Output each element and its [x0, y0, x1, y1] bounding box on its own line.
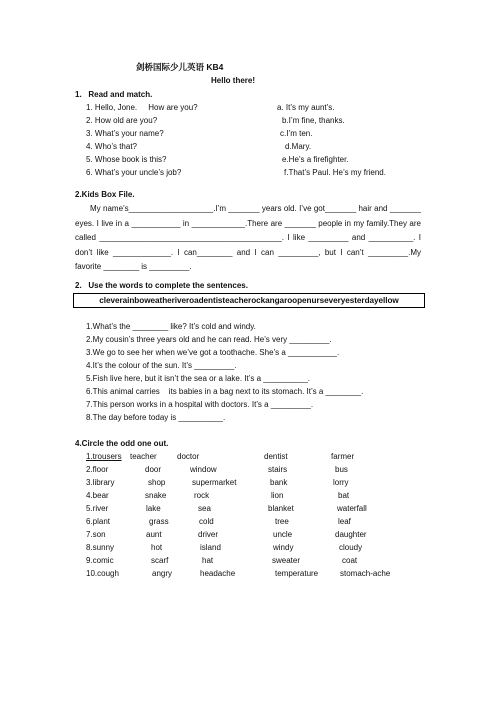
word-cell: 6.plant: [86, 517, 111, 526]
match-answer: e.He’s a firefighter.: [282, 155, 349, 164]
word-cell: shop: [148, 478, 166, 487]
section2-heading: 2.Kids Box File.: [75, 190, 135, 199]
word-cell: cloudy: [339, 543, 363, 552]
fill-sentence: 4.It’s the colour of the sun. It’s _________.: [86, 361, 237, 370]
word-cell: window: [190, 465, 217, 474]
word-cell: 1.trousers: [86, 452, 122, 461]
word-cell: angry: [152, 569, 173, 578]
word-cell: uncle: [273, 530, 293, 539]
word-cell: 4.bear: [86, 491, 109, 500]
fill-sentence: 1.What’s the ________ like? It’s cold and windy.: [86, 322, 256, 331]
word-cell: bus: [335, 465, 348, 474]
word-cell: windy: [273, 543, 294, 552]
fill-sentence: 8.The day before today is __________.: [86, 413, 226, 422]
word-cell: 3.library: [86, 478, 115, 487]
match-question: 3. What’s your name?: [86, 129, 164, 138]
word-cell: door: [145, 465, 162, 474]
word-cell: temperature: [275, 569, 319, 578]
word-cell: tree: [275, 517, 289, 526]
section4-heading: 4.Circle the odd one out.: [75, 439, 169, 448]
word-cell: stairs: [268, 465, 288, 474]
word-cell: sweater: [272, 556, 301, 565]
word-cell: lion: [271, 491, 284, 500]
word-cell: dentist: [264, 452, 288, 461]
match-answer: d.Mary.: [285, 142, 312, 151]
match-answer: a. It’s my aunt’s.: [277, 103, 335, 112]
letter-chain-box: cleverainboweatheriveroadentisteacherockangaroopenurseveryesterdayellow: [73, 293, 425, 308]
word-cell: driver: [198, 530, 219, 539]
section3-heading: 2. Use the words to complete the sentences.: [75, 281, 248, 290]
word-cell: headache: [200, 569, 236, 578]
word-cell: supermarket: [192, 478, 237, 487]
word-cell: 9.comic: [86, 556, 114, 565]
fill-sentence: 6.This animal carries its babies in a bag next to its stomach. It’s a ________.: [86, 387, 364, 396]
word-cell: bank: [270, 478, 288, 487]
word-cell: grass: [149, 517, 169, 526]
match-question: 2. How old are you?: [86, 116, 158, 125]
word-cell: farmer: [331, 452, 355, 461]
match-question: 1. Hello, Jone. How are you?: [86, 103, 198, 112]
fill-sentence: 7.This person works in a hospital with doctors. It’s a _________.: [86, 400, 314, 409]
match-answer: f.That’s Paul. He’s my friend.: [284, 168, 386, 177]
word-cell: lake: [146, 504, 161, 513]
word-cell: stomach-ache: [340, 569, 391, 578]
word-cell: coat: [342, 556, 358, 565]
word-cell: scarf: [151, 556, 169, 565]
fill-sentence: 2.My cousin’s three years old and he can read. He’s very _________.: [86, 335, 332, 344]
word-cell: daughter: [335, 530, 367, 539]
match-answer: b.I’m fine, thanks.: [282, 116, 345, 125]
word-cell: cold: [199, 517, 214, 526]
word-cell: island: [200, 543, 221, 552]
match-question: 5. Whose book is this?: [86, 155, 167, 164]
word-cell: sea: [198, 504, 211, 513]
word-cell: 8.sunny: [86, 543, 115, 552]
section1-heading: 1. Read and match.: [75, 90, 153, 99]
word-cell: 2.floor: [86, 465, 109, 474]
word-cell: leaf: [338, 517, 351, 526]
fill-sentence: 3.We go to see her when we’ve got a toothache. She’s a ___________.: [86, 348, 340, 357]
word-cell: 10.cough: [86, 569, 119, 578]
word-cell: bat: [338, 491, 350, 500]
match-question: 6. What’s your uncle’s job?: [86, 168, 182, 177]
word-cell: hat: [202, 556, 214, 565]
worksheet-title: 剑桥国际少儿英语 KB4: [136, 62, 224, 72]
word-cell: snake: [145, 491, 167, 500]
word-cell: waterfall: [337, 504, 367, 513]
word-cell: lorry: [333, 478, 349, 487]
word-cell: 7.son: [86, 530, 106, 539]
match-answer: c.I’m ten.: [280, 129, 313, 138]
word-cell: aunt: [146, 530, 162, 539]
word-cell: blanket: [268, 504, 294, 513]
word-cell: hot: [151, 543, 163, 552]
word-cell: doctor: [177, 452, 200, 461]
word-cell: 5.river: [86, 504, 109, 513]
fill-sentence: 5.Fish live here, but it isn’t the sea or a lake. It’s a __________.: [86, 374, 310, 383]
match-question: 4. Who’s that?: [86, 142, 137, 151]
word-cell: rock: [194, 491, 210, 500]
worksheet-subtitle: Hello there!: [211, 76, 256, 85]
kids-box-paragraph: My name’s___________________.I’m _______ years old. I’ve got_______ hair and _______ eyes. I live in a ___________ in ____________.There are _______ people in my family.They are called _________________________________________. I like _________ and __________. I don’t like _____________. I can________ and I can _________, but I can’t _________.My favorite ________ is _________.: [75, 204, 421, 271]
word-cell: teacher: [130, 452, 157, 461]
